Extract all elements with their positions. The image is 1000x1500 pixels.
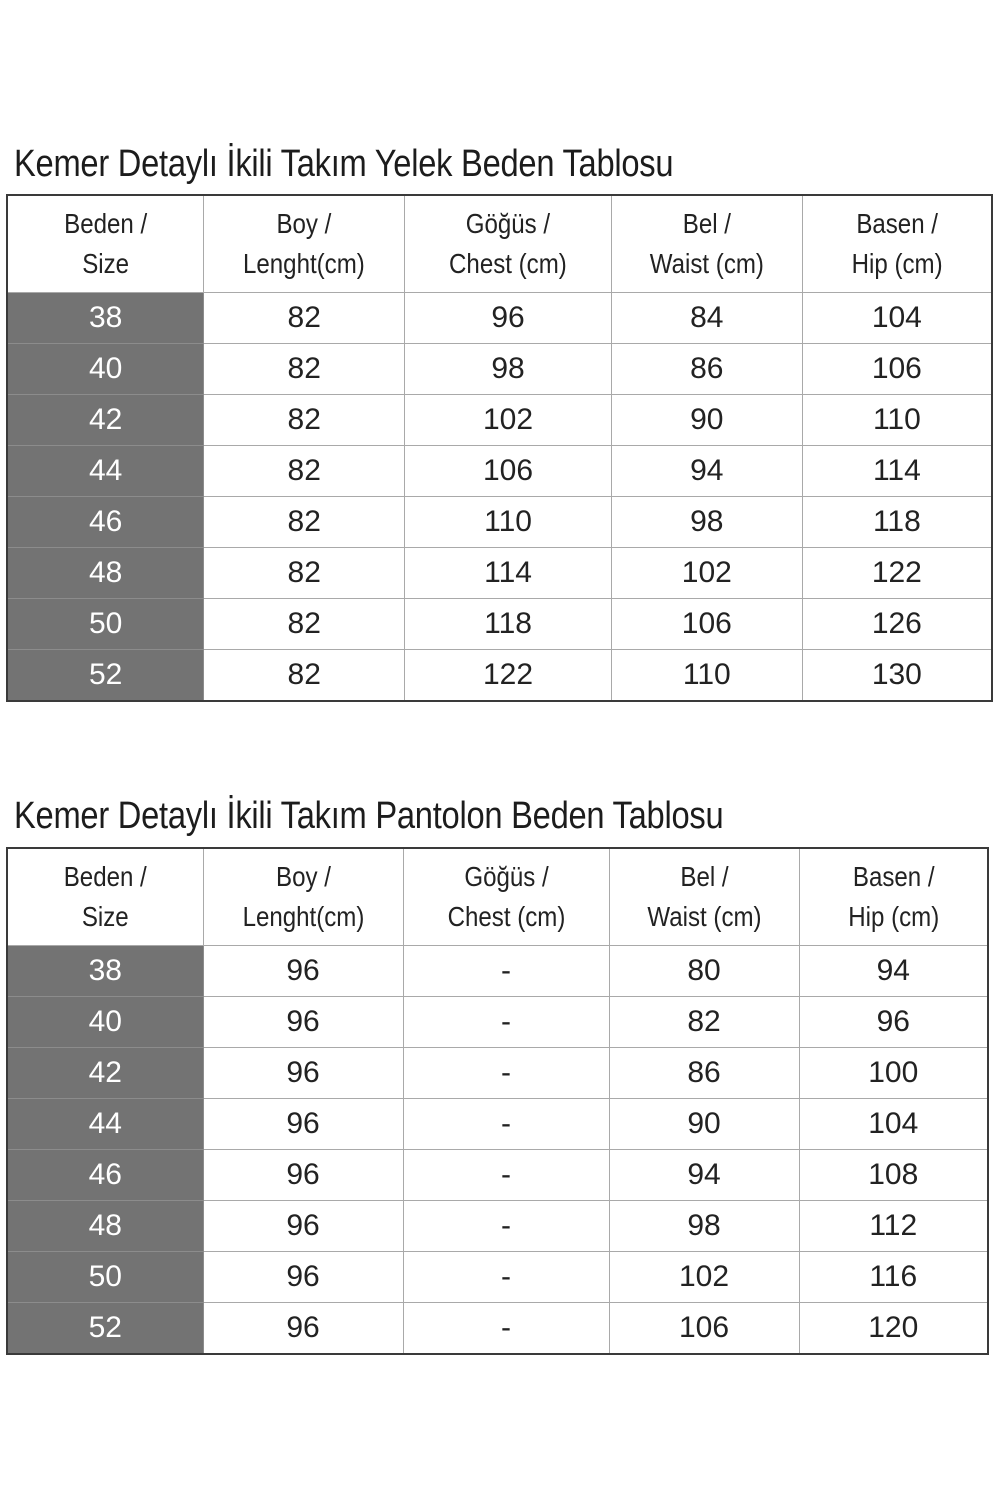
waist-cell: 106 — [609, 1303, 799, 1355]
table-row — [7, 548, 992, 599]
waist-cell: 94 — [609, 1150, 799, 1201]
chest-cell: - — [403, 1099, 609, 1150]
length-cell: 82 — [204, 599, 405, 650]
size-cell: 52 — [7, 1303, 203, 1355]
size-cell: 38 — [7, 293, 204, 344]
header-length: Boy / Lenght(cm) — [203, 848, 403, 946]
chest-cell: - — [403, 1252, 609, 1303]
hip-cell: 118 — [802, 497, 992, 548]
table-row — [7, 1048, 988, 1099]
size-cell: 42 — [7, 395, 204, 446]
trousers-size-table — [6, 847, 989, 1355]
length-cell: 82 — [204, 344, 405, 395]
table-row — [7, 344, 992, 395]
size-cell: 50 — [7, 599, 204, 650]
waist-cell: 90 — [609, 1099, 799, 1150]
table-header-row — [7, 848, 988, 946]
vest-size-table — [6, 194, 993, 702]
hip-cell: 106 — [802, 344, 992, 395]
chest-cell: - — [403, 1201, 609, 1252]
hip-cell: 104 — [799, 1099, 988, 1150]
header-length: Boy / Lenght(cm) — [204, 195, 405, 293]
hip-cell: 110 — [802, 395, 992, 446]
length-cell: 82 — [204, 650, 405, 702]
length-cell: 96 — [203, 1303, 403, 1355]
length-cell: 82 — [204, 395, 405, 446]
table-row — [7, 1201, 988, 1252]
chest-cell: - — [403, 997, 609, 1048]
chest-cell: - — [403, 1303, 609, 1355]
trousers-table-title: Kemer Detaylı İkili Takım Pantolon Beden Tablosu — [14, 795, 724, 837]
length-cell: 96 — [203, 1048, 403, 1099]
hip-cell: 126 — [802, 599, 992, 650]
waist-cell: 86 — [609, 1048, 799, 1099]
table-row — [7, 599, 992, 650]
length-cell: 82 — [204, 548, 405, 599]
size-cell: 42 — [7, 1048, 203, 1099]
waist-cell: 84 — [611, 293, 802, 344]
waist-cell: 94 — [611, 446, 802, 497]
chest-cell: 118 — [405, 599, 612, 650]
size-cell: 48 — [7, 548, 204, 599]
table-row — [7, 395, 992, 446]
length-cell: 82 — [204, 293, 405, 344]
table-row — [7, 1099, 988, 1150]
header-chest: Göğüs / Chest (cm) — [405, 195, 612, 293]
size-cell: 44 — [7, 1099, 203, 1150]
size-cell: 40 — [7, 344, 204, 395]
chest-cell: - — [403, 1048, 609, 1099]
table-row — [7, 650, 992, 702]
size-cell: 50 — [7, 1252, 203, 1303]
waist-cell: 110 — [611, 650, 802, 702]
chest-cell: 98 — [405, 344, 612, 395]
hip-cell: 104 — [802, 293, 992, 344]
size-cell: 46 — [7, 1150, 203, 1201]
header-size: Beden / Size — [7, 195, 204, 293]
length-cell: 96 — [203, 1252, 403, 1303]
header-hip: Basen / Hip (cm) — [799, 848, 988, 946]
size-cell: 52 — [7, 650, 204, 702]
hip-cell: 96 — [799, 997, 988, 1048]
size-cell: 48 — [7, 1201, 203, 1252]
table-row — [7, 1252, 988, 1303]
hip-cell: 94 — [799, 946, 988, 997]
table-row — [7, 446, 992, 497]
header-hip: Basen / Hip (cm) — [802, 195, 992, 293]
waist-cell: 102 — [609, 1252, 799, 1303]
length-cell: 82 — [204, 497, 405, 548]
waist-cell: 82 — [609, 997, 799, 1048]
chest-cell: 96 — [405, 293, 612, 344]
table-row — [7, 497, 992, 548]
size-cell: 40 — [7, 997, 203, 1048]
table-row — [7, 946, 988, 997]
chest-cell: 122 — [405, 650, 612, 702]
waist-cell: 98 — [609, 1201, 799, 1252]
header-size: Beden / Size — [7, 848, 203, 946]
chest-cell: - — [403, 946, 609, 997]
header-waist: Bel / Waist (cm) — [611, 195, 802, 293]
table-row — [7, 293, 992, 344]
length-cell: 96 — [203, 997, 403, 1048]
size-cell: 46 — [7, 497, 204, 548]
chest-cell: 110 — [405, 497, 612, 548]
waist-cell: 102 — [611, 548, 802, 599]
hip-cell: 120 — [799, 1303, 988, 1355]
table-header-row — [7, 195, 992, 293]
vest-table-title: Kemer Detaylı İkili Takım Yelek Beden Tablosu — [14, 143, 674, 185]
length-cell: 96 — [203, 1099, 403, 1150]
hip-cell: 116 — [799, 1252, 988, 1303]
header-chest: Göğüs / Chest (cm) — [403, 848, 609, 946]
waist-cell: 86 — [611, 344, 802, 395]
table-row — [7, 1150, 988, 1201]
hip-cell: 122 — [802, 548, 992, 599]
size-cell: 38 — [7, 946, 203, 997]
hip-cell: 130 — [802, 650, 992, 702]
chest-cell: - — [403, 1150, 609, 1201]
table-row — [7, 997, 988, 1048]
waist-cell: 90 — [611, 395, 802, 446]
waist-cell: 80 — [609, 946, 799, 997]
header-waist: Bel / Waist (cm) — [609, 848, 799, 946]
chest-cell: 114 — [405, 548, 612, 599]
waist-cell: 106 — [611, 599, 802, 650]
size-cell: 44 — [7, 446, 204, 497]
chest-cell: 102 — [405, 395, 612, 446]
hip-cell: 100 — [799, 1048, 988, 1099]
length-cell: 96 — [203, 1201, 403, 1252]
chest-cell: 106 — [405, 446, 612, 497]
length-cell: 82 — [204, 446, 405, 497]
waist-cell: 98 — [611, 497, 802, 548]
length-cell: 96 — [203, 946, 403, 997]
hip-cell: 108 — [799, 1150, 988, 1201]
hip-cell: 114 — [802, 446, 992, 497]
length-cell: 96 — [203, 1150, 403, 1201]
table-row — [7, 1303, 988, 1355]
hip-cell: 112 — [799, 1201, 988, 1252]
